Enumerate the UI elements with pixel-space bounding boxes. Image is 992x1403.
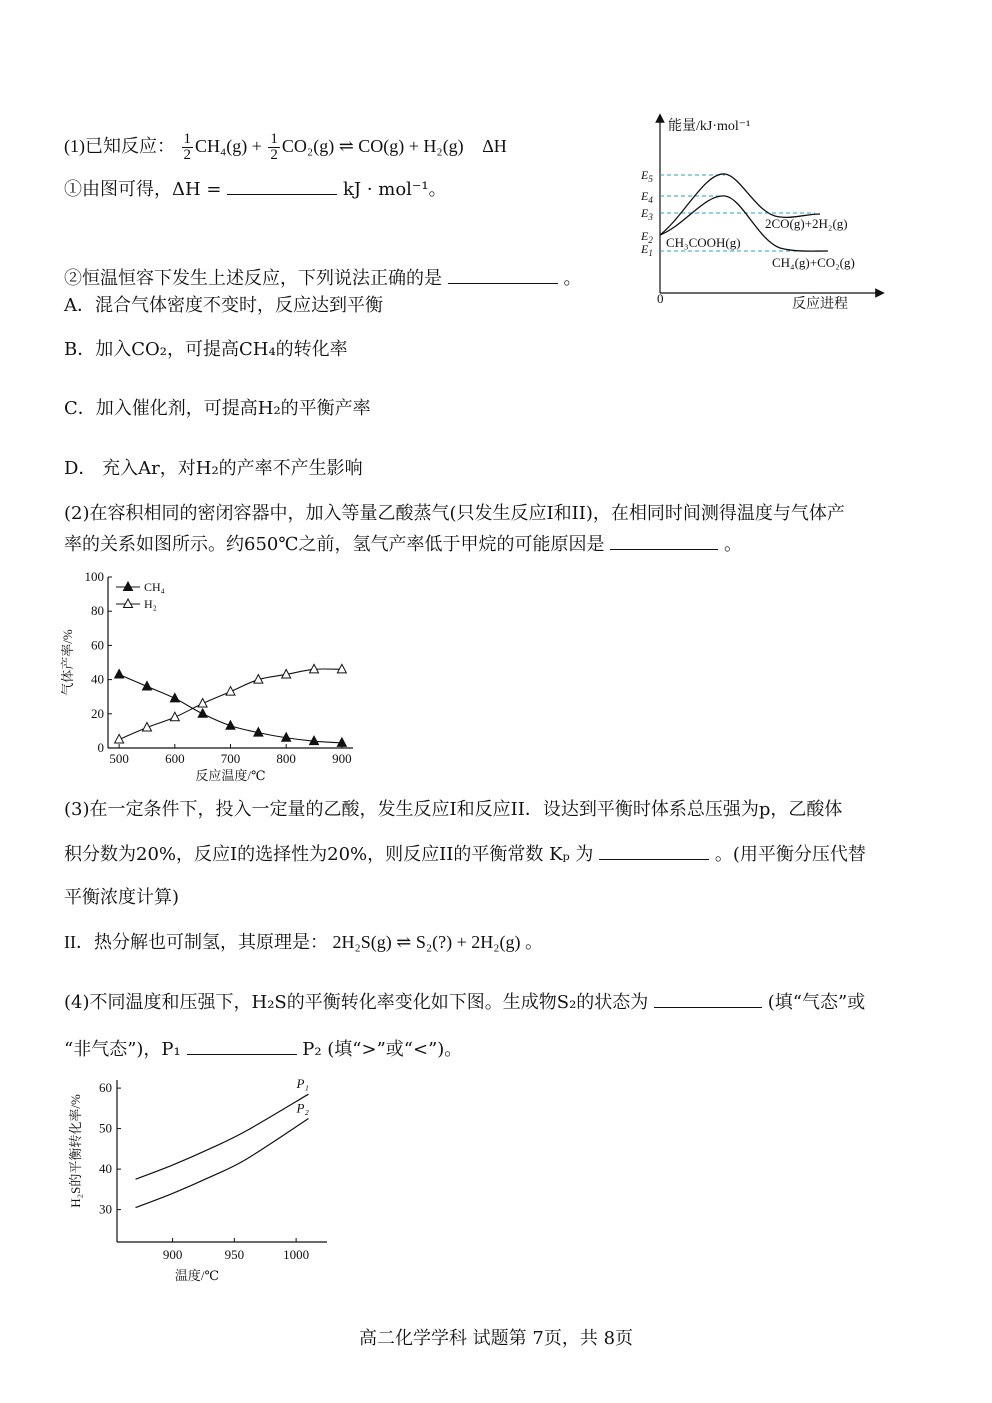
x-axis-title: 温度/℃: [174, 1268, 220, 1283]
series-label: P₂: [296, 1100, 309, 1116]
sub1-text: ①由图可得，ΔH =: [64, 179, 222, 200]
y-axis-title: H₂S的平衡转化率/%: [68, 1094, 83, 1208]
y-axis-title: 气体产率/%: [60, 629, 75, 696]
x-tick-label: 950: [224, 1247, 245, 1262]
option-a: A．混合气体密度不变时，反应达到平衡: [64, 295, 383, 316]
q4-line2: [64, 1036, 462, 1063]
answer-blank-q2[interactable]: [610, 531, 718, 550]
answer-blank-kp[interactable]: [599, 841, 709, 860]
label-e3: $E_3$: [641, 206, 653, 222]
q3-line3: 平衡浓度计算): [64, 887, 180, 908]
q3-line2-text: 积分数为20%，反应I的选择性为20%，则反应II的平衡常数 Kₚ 为: [64, 844, 594, 865]
series-line-1: [136, 1118, 309, 1207]
label-e5: $E_5$: [641, 168, 653, 184]
part2-equation: 2H₂S(g) ⇌ S₂(?) + 2H₂(g): [332, 932, 521, 952]
answer-blank-state[interactable]: [654, 989, 762, 1008]
reaction-part1: CH₄(g) +: [195, 136, 262, 156]
q1-reaction-line: [64, 128, 507, 164]
x-tick-label: 500: [109, 751, 129, 766]
y-tick-label: 20: [91, 705, 104, 721]
energy-x-label: 反应进程: [792, 297, 848, 312]
part2-end: 。: [525, 932, 544, 952]
y-tick-label: 100: [84, 569, 104, 584]
legend-label: H₂: [144, 597, 157, 611]
q1-sub2: [64, 265, 581, 292]
energy-y-label: 能量/kJ·mol⁻¹: [668, 119, 751, 134]
energy-diagram: [630, 110, 890, 315]
x-tick-label: 1000: [283, 1247, 310, 1262]
data-point-ch4: [198, 709, 207, 718]
page-footer: 高二化学学科 试题第 7页，共 8页: [358, 1328, 634, 1349]
data-point-h2: [170, 712, 179, 721]
answer-blank-choice[interactable]: [448, 265, 558, 284]
data-point-ch4: [170, 693, 179, 702]
energy-level-labels: [640, 168, 653, 258]
y-tick-label: 30: [99, 1201, 112, 1217]
legend-marker: [124, 582, 133, 591]
y-tick-label: 80: [91, 603, 104, 619]
label-e2: $E_2$: [641, 229, 653, 245]
label-e1: $E_1$: [641, 242, 653, 258]
q1-sub1: [64, 176, 447, 203]
reaction-part2: CO₂(g) ⇌ CO(g) + H₂(g): [281, 136, 464, 156]
q3-line1: (3)在一定条件下，投入一定量的乙酸，发生反应I和反应II．设达到平衡时体系总压强为p，乙酸体: [64, 799, 843, 820]
q2-line1: (2)在容积相同的密闭容器中，加入等量乙酸蒸气(只发生反应I和II)，在相同时间测得温度与气体产: [64, 503, 845, 524]
q4-line1-text: (4)不同温度和压强下，H₂S的平衡转化率变化如下图。生成物S₂的状态为: [64, 992, 649, 1013]
q2-line2: [64, 531, 742, 558]
q4-line1: [64, 989, 865, 1016]
q3-line2: [64, 841, 866, 868]
series-line-0: [119, 674, 342, 742]
legend-marker: [124, 599, 133, 608]
q1-prefix: (1)已知反应：: [64, 136, 175, 156]
y-tick-label: 60: [99, 1080, 112, 1096]
y-tick-label: 60: [91, 637, 104, 653]
series-line-0: [136, 1094, 309, 1179]
y-tick-label: 40: [99, 1161, 112, 1177]
species-ch3cooh: CH₃COOH(g): [666, 235, 741, 250]
sub2-text: ②恒温恒容下发生上述反应，下列说法正确的是: [64, 268, 442, 289]
energy-origin: 0: [657, 291, 664, 306]
data-point-h2: [198, 699, 207, 708]
part2-line: [64, 929, 543, 955]
option-c: C．加入催化剂，可提高H₂的平衡产率: [64, 398, 371, 419]
series-label: P₁: [296, 1076, 309, 1092]
answer-blank-pressure[interactable]: [187, 1036, 297, 1055]
y-tick-label: 0: [97, 740, 104, 755]
q2-line2-text: 率的关系如图所示。约650℃之前，氢气产率低于甲烷的可能原因是: [64, 534, 605, 555]
data-point-ch4: [142, 681, 151, 690]
answer-blank-dh[interactable]: [227, 176, 337, 195]
option-b: B．加入CO₂，可提高CH₄的转化率: [64, 339, 348, 360]
data-point-h2: [337, 664, 346, 673]
fraction-half: $\frac{1}{2}$: [270, 131, 278, 164]
x-tick-label: 900: [162, 1247, 183, 1262]
x-tick-label: 700: [220, 751, 241, 766]
fraction-half: $\frac{1}{2}$: [183, 131, 191, 164]
y-tick-label: 40: [91, 671, 104, 687]
x-axis-title: 反应温度/℃: [195, 768, 266, 783]
data-point-ch4: [337, 738, 346, 747]
legend-label: CH₄: [144, 580, 165, 594]
species-products-low: CH₄(g)+CO₂(g): [772, 255, 855, 270]
species-products-high: 2CO(g)+2H₂(g): [765, 216, 848, 231]
part2-intro: II．热分解也可制氢，其原理是：: [64, 932, 328, 952]
sub1-unit: kJ · mol⁻¹。: [342, 179, 447, 200]
data-point-h2: [226, 687, 235, 696]
x-tick-label: 800: [276, 751, 296, 766]
y-tick-label: 50: [99, 1120, 112, 1136]
x-tick-label: 600: [165, 751, 185, 766]
q3-line2-end: 。(用平衡分压代替: [714, 844, 866, 865]
gas-yield-chart: [58, 565, 368, 785]
label-e4: $E_4$: [641, 189, 653, 205]
q2-line2-end: 。: [723, 534, 742, 555]
h2s-conversion-chart: [62, 1070, 352, 1290]
x-tick-label: 900: [332, 751, 352, 766]
data-point-ch4: [115, 669, 124, 678]
option-d: D． 充入Ar，对H₂的产率不产生影响: [64, 458, 363, 479]
data-point-h2: [115, 734, 124, 743]
q4-line2-text: “非气态”)，P₁: [64, 1039, 181, 1060]
sub2-end: 。: [563, 268, 582, 289]
delta-h: ΔH: [482, 136, 507, 156]
q4-line2-end: P₂ (填“>”或“<”)。: [302, 1039, 463, 1060]
q4-line1-end: (填“气态”或: [767, 992, 866, 1013]
